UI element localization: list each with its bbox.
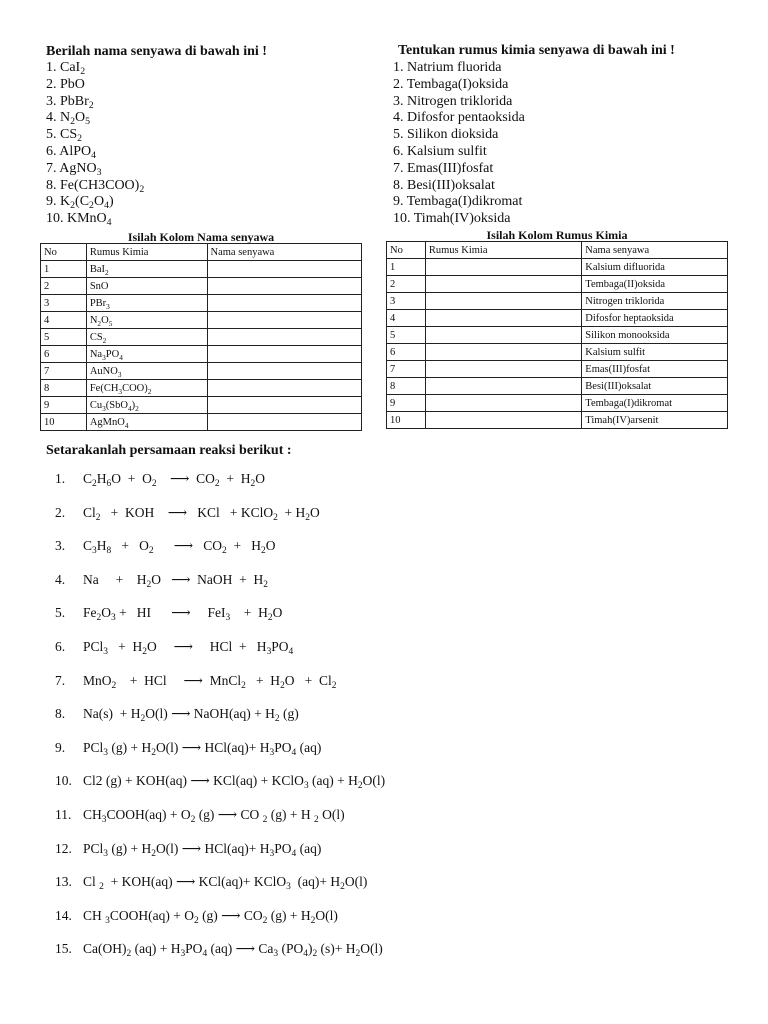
table-row (41, 414, 362, 431)
answer-cell[interactable] (207, 278, 362, 295)
left-answer-table (40, 243, 362, 431)
compound-formula-item: 6. AlPO$_4$ (46, 143, 97, 161)
equation-item (55, 673, 337, 689)
compound-formula-item: 2. PbO (46, 76, 85, 92)
compound-formula-item: 3. PbBr$_2$ (46, 93, 94, 111)
equation-text: $Ca(OH)_2$ $(aq) + H_3PO_4$ (aq) ⟶ $Ca_3$ $(PO_4)_2$ $(s)+ H_2O(l)$ (83, 941, 383, 960)
row-number-cell: 10 (387, 412, 426, 429)
table-row (387, 259, 728, 276)
table-cell: AgMnO$_4$ (86, 414, 207, 431)
table-cell: BaI$_2$ (86, 261, 207, 278)
equation-item (55, 740, 321, 756)
left-table-header-row (41, 244, 362, 261)
answer-cell[interactable] (425, 276, 581, 293)
compound-name-item: 2. Tembaga(I)oksida (393, 76, 509, 92)
table-row (387, 327, 728, 344)
equation-number: 12. (55, 840, 72, 856)
table-row (41, 261, 362, 278)
row-number-cell: 1 (387, 259, 426, 276)
equation-number: 14. (55, 907, 72, 923)
compound-formula-item: 9. $K_2(C_2O_4)$ (46, 194, 114, 212)
row-number-cell: 7 (41, 363, 87, 380)
equation-item (55, 471, 265, 487)
table-cell: Nitrogen triklorida (582, 293, 728, 310)
compound-formula-item: 8. $Fe(CH3COO)_2$ (46, 177, 145, 195)
left-table-title: Isilah Kolom Nama senyawa (127, 230, 275, 244)
equation-number: 5. (55, 605, 66, 621)
row-number-cell: 1 (41, 261, 87, 278)
equation-text: Cl2 (g) + KOH(aq) ⟶ KCl(aq) + KClO$_3$ $(aq) + H_2O(l)$ (83, 773, 386, 792)
equation-item (55, 538, 276, 557)
table-row (41, 312, 362, 329)
row-number-cell: 3 (387, 293, 426, 310)
equation-number: 3. (55, 538, 66, 554)
row-number-cell: 5 (387, 327, 426, 344)
table-row (41, 380, 362, 397)
row-number-cell: 9 (387, 395, 426, 412)
equation-text: PCl$_3$ $(g) + H_2O(l)$ ⟶ $HCl(aq)+ H_3PO_4$ (aq) (83, 739, 322, 758)
right-table-header-row (387, 242, 728, 259)
table-cell: SnO (86, 278, 207, 295)
table-row (387, 361, 728, 378)
compound-name-item: 6. Kalsium sulfit (393, 143, 487, 159)
equation-number: 2. (55, 504, 66, 520)
left-compound-list (46, 60, 144, 228)
row-number-cell: 8 (387, 378, 426, 395)
equation-item (55, 572, 268, 588)
answer-cell[interactable] (207, 363, 362, 380)
compound-name-item: 10. Timah(IV)oksida (393, 211, 511, 227)
answer-cell[interactable] (425, 395, 581, 412)
answer-cell[interactable] (207, 261, 362, 278)
table-row (387, 378, 728, 395)
equation-text: MnO$_2$ + HCl ⟶ MnCl$_2$ + $H_2O + Cl_2$ (83, 672, 337, 691)
row-number-cell: 4 (41, 312, 87, 329)
equation-text: $CH_3COOH(aq) + O_2$ (g) ⟶ CO $_2$ (g) + H $_2$ O(l) (83, 807, 345, 825)
equation-item (55, 941, 383, 960)
compound-formula-item: 10. KMnO$_4$ (46, 211, 112, 229)
equation-item (55, 908, 338, 924)
table-cell: Difosfor heptaoksida (582, 310, 728, 327)
table-cell: Tembaga(II)oksida (582, 276, 728, 293)
compound-formula-item: 5. $CS_2$ (46, 127, 83, 145)
column-header: No (41, 244, 87, 261)
row-number-cell: 10 (41, 414, 87, 431)
row-number-cell: 8 (41, 380, 87, 397)
table-cell: AuNO$_3$ (86, 363, 207, 380)
equation-text: $C_2H_6O + O_2$ ⟶ $CO_2 + H_2O$ (83, 471, 265, 489)
answer-cell[interactable] (207, 295, 362, 312)
equation-number: 6. (55, 639, 66, 654)
column-header: No (387, 242, 426, 259)
answer-cell[interactable] (425, 259, 581, 276)
column-header: Rumus Kimia (86, 244, 207, 261)
answer-cell[interactable] (207, 397, 362, 414)
equation-item (55, 605, 283, 624)
compound-name-item: 8. Besi(III)oksalat (393, 177, 495, 193)
equation-item (55, 874, 368, 893)
answer-cell[interactable] (425, 361, 581, 378)
equation-item (55, 706, 299, 725)
table-cell: Silikon monooksida (582, 327, 728, 344)
table-row (41, 295, 362, 312)
table-row (41, 397, 362, 414)
answer-cell[interactable] (425, 327, 581, 344)
answer-cell[interactable] (207, 329, 362, 346)
equation-item (55, 773, 386, 792)
table-row (41, 278, 362, 295)
compound-name-item: 3. Nitrogen triklorida (393, 93, 513, 109)
equation-number: 11. (55, 807, 72, 822)
row-number-cell: 6 (41, 346, 87, 363)
column-header: Nama senyawa (207, 244, 362, 261)
compound-name-item: 1. Natrium fluorida (393, 60, 502, 75)
compound-name-item: 9. Tembaga(I)dikromat (393, 194, 523, 210)
equation-text: $Na(s) + H_2O(l)$ ⟶ NaOH(aq) + $H_2$ (g) (83, 706, 299, 725)
equation-item (55, 841, 321, 857)
equation-item (55, 807, 345, 823)
equation-number: 7. (55, 672, 66, 688)
equation-text: Cl $_2$ + KOH(aq) ⟶ KCl(aq)+ KClO$_3$ $(aq)+ H_2O(l)$ (83, 874, 368, 893)
row-number-cell: 6 (387, 344, 426, 361)
table-cell: PBr$_3$ (86, 295, 207, 312)
equation-text: CH $_3$COOH(aq) + $O_2$ (g) ⟶ $CO_2$ $(g) + H_2O(l)$ (83, 907, 338, 926)
answer-cell[interactable] (207, 380, 362, 397)
left-heading: Berilah nama senyawa di bawah ini ! (46, 44, 267, 59)
equation-number: 9. (55, 739, 66, 755)
table-row (387, 395, 728, 412)
equation-number: 10. (55, 773, 72, 789)
row-number-cell: 2 (387, 276, 426, 293)
table-row (387, 344, 728, 361)
answer-cell[interactable] (425, 293, 581, 310)
table-cell: Besi(III)oksalat (582, 378, 728, 395)
compound-name-item: 5. Silikon dioksida (393, 127, 499, 143)
equation-text: Na + $H_2O$ ⟶ NaOH + $H_2$ (83, 571, 269, 590)
answer-cell[interactable] (425, 344, 581, 361)
row-number-cell: 5 (41, 329, 87, 346)
equation-number: 13. (55, 874, 72, 890)
compound-name-item: 7. Emas(III)fosfat (393, 160, 494, 176)
equation-item (55, 639, 293, 655)
table-row (41, 329, 362, 346)
equation-text: $PCl_3 + H_2O$ ⟶ HCl + $H_3PO_4$ (83, 639, 294, 657)
compound-name-item: 4. Difosfor pentaoksida (393, 110, 525, 126)
row-number-cell: 9 (41, 397, 87, 414)
equation-text: $Fe_2O_3$ + HI ⟶ FeI$_3$ + $H_2O$ (83, 605, 283, 624)
right-heading: Tentukan rumus kimia senyawa di bawah ini ! (398, 43, 675, 58)
answer-cell[interactable] (207, 312, 362, 329)
right-table-title: Isilah Kolom Rumus Kimia (486, 228, 628, 242)
table-cell: $Cu_3(SbO_4)_2$ (86, 397, 207, 414)
row-number-cell: 7 (387, 361, 426, 378)
equation-text: $C_3H_8 + O_2$ ⟶ $CO_2 + H_2O$ (83, 538, 276, 557)
table-cell: Timah(IV)arsenit (582, 412, 728, 429)
answer-cell[interactable] (425, 310, 581, 327)
row-number-cell: 4 (387, 310, 426, 327)
equation-number: 15. (55, 941, 72, 957)
equation-text: $Cl_2$ + KOH ⟶ KCl + KClO$_2$ + $H_2O$ (83, 504, 320, 523)
equation-number: 8. (55, 706, 66, 722)
answer-cell[interactable] (207, 346, 362, 363)
column-header: Rumus Kimia (425, 242, 581, 259)
table-row (387, 412, 728, 429)
compound-formula-item: 4. $N_2O_5$ (46, 110, 91, 128)
table-cell: $Fe(CH_3COO)_2$ (86, 380, 207, 397)
compound-formula-item: 1. CaI$_2$ (46, 60, 86, 77)
answer-cell[interactable] (425, 412, 581, 429)
equations-heading: Setarakanlah persamaan reaksi berikut : (46, 443, 292, 458)
table-row (41, 363, 362, 380)
right-compound-list (393, 60, 525, 228)
table-cell: $CS_2$ (86, 329, 207, 346)
equation-item (55, 505, 320, 521)
right-answer-table (386, 241, 728, 429)
compound-formula-item: 7. AgNO$_3$ (46, 160, 102, 178)
answer-cell[interactable] (207, 414, 362, 431)
table-cell: Kalsium difluorida (582, 259, 728, 276)
equation-text: PCl$_3$ $(g) + H_2O(l)$ ⟶ $HCl(aq)+ H_3PO_4$ (aq) (83, 840, 322, 859)
equation-number: 1. (55, 471, 66, 486)
column-header: Nama senyawa (582, 242, 728, 259)
table-cell: $Na_3PO_4$ (86, 346, 207, 363)
table-row (387, 293, 728, 310)
table-cell: Kalsium sulfit (582, 344, 728, 361)
table-cell: Tembaga(I)dikromat (582, 395, 728, 412)
row-number-cell: 2 (41, 278, 87, 295)
table-cell: $N_2O_5$ (86, 312, 207, 329)
table-row (387, 276, 728, 293)
equation-number: 4. (55, 571, 66, 587)
table-cell: Emas(III)fosfat (582, 361, 728, 378)
table-row (387, 310, 728, 327)
answer-cell[interactable] (425, 378, 581, 395)
table-row (41, 346, 362, 363)
row-number-cell: 3 (41, 295, 87, 312)
